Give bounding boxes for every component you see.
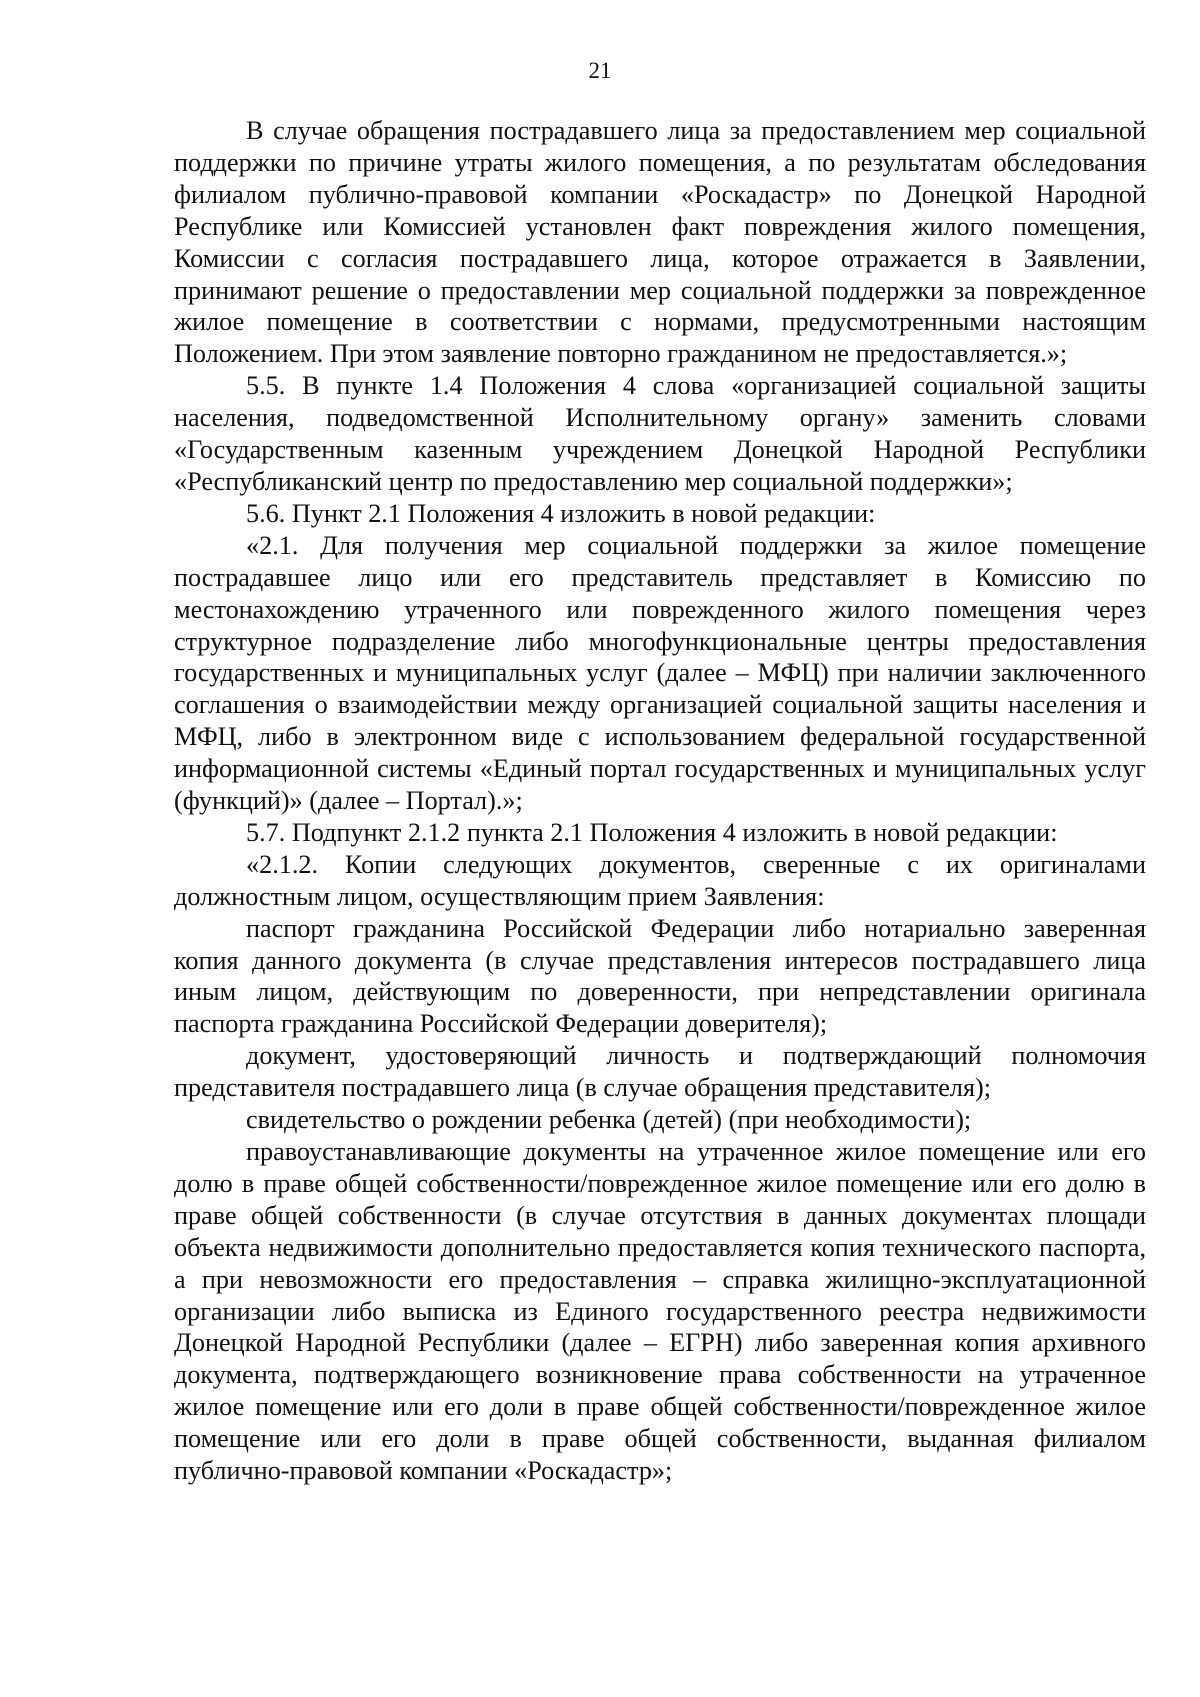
page-number: 21 — [588, 58, 612, 83]
paragraph-2-1: «2.1. Для получения мер социальной поддержки за жилое помещение пострадавшее лицо или его представитель представляет в Комиссию по местонахождению утраченного или поврежденного жилого помещения через структурное подразделение либо многофункциональные центры предоставления государственных и муниципальных услуг (далее – МФЦ) при наличии заключенного соглашения о взаимодействии между организацией социальной защиты населения и МФЦ, либо в электронном виде с использованием федеральной государственной информационной системы «Единый портал государственных и муниципальных услуг (функций)» (далее – Портал).»; — [174, 530, 1146, 816]
paragraph-5-5: 5.5. В пункте 1.4 Положения 4 слова «организацией социальной защиты населения, подведомственной Исполнительному органу» заменить словами «Государственным казенным учреждением Донецкой Народной Республики «Республиканский центр по предоставлению мер социальной поддержки»; — [174, 371, 1146, 496]
document-body — [174, 115, 1146, 1487]
paragraph-birth-certificate: свидетельство о рождении ребенка (детей) (при необходимости); — [246, 1105, 972, 1135]
paragraph-5-6: 5.6. Пункт 2.1 Положения 4 изложить в новой редакции: — [246, 498, 876, 528]
paragraph-2-1-2: «2.1.2. Копии следующих документов, сверенные с их оригиналами должностным лицом, осуществляющим прием Заявления: — [174, 849, 1146, 911]
paragraph-social-support-damaged-housing: В случае обращения пострадавшего лица за предоставлением мер социальной поддержки по причине утраты жилого помещения, а по результатам обследования филиалом публично-правовой компании «Роскадастр» по Донецкой Народной Республике или Комиссией установлен факт повреждения жилого помещения, Комиссии с согласия пострадавшего лица, которое отражается в Заявлении, принимают решение о предоставлении мер социальной поддержки за поврежденное жилое помещение в соответствии с нормами, предусмотренными настоящим Положением. При этом заявление повторно гражданином не предоставляется.»; — [174, 116, 1146, 369]
paragraph-5-7: 5.7. Подпункт 2.1.2 пункта 2.1 Положения 4 изложить в новой редакции: — [246, 817, 1058, 847]
paragraph-identity-document: документ, удостоверяющий личность и подтверждающий полномочия представителя пострадавшего лица (в случае обращения представителя); — [174, 1041, 1146, 1103]
paragraph-title-documents: правоустанавливающие документы на утраченное жилое помещение или его долю в праве общей собственности/поврежденное жилое помещение или его долю в праве общей собственности (в случае отсутствия в данных документах площади объекта недвижимости дополнительно предоставляется копия технического паспорта, а при невозможности его предоставления – справка жилищно-эксплуатационной организации либо выписка из Единого государственного реестра недвижимости Донецкой Народной Республики (далее – ЕГРН) либо заверенная копия архивного документа, подтверждающего возникновение права собственности на утраченное жилое помещение или его доли в праве общей собственности/поврежденное жилое помещение или его доли в праве общей собственности, выданная филиалом публично-правовой компании «Роскадастр»; — [174, 1137, 1146, 1486]
paragraph-passport: паспорт гражданина Российской Федерации либо нотариально заверенная копия данного документа (в случае представления интересов пострадавшего лица иным лицом, действующим по доверенности, при непредставлении оригинала паспорта гражданина Российской Федерации доверителя); — [174, 913, 1146, 1039]
